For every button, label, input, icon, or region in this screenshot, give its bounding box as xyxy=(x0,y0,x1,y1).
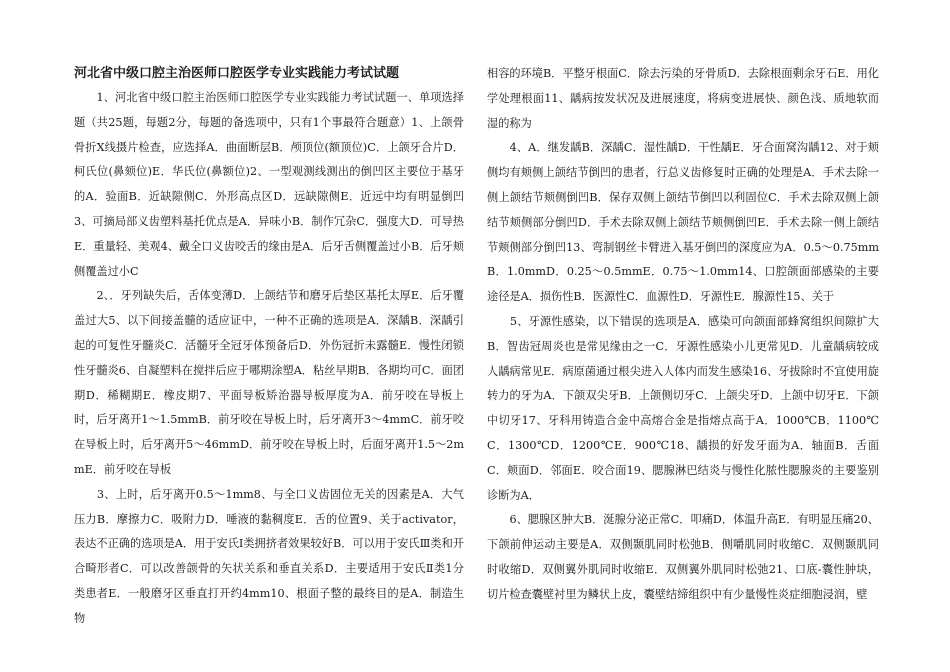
question-paragraph: 1、河北省中级口腔主治医师口腔医学专业实践能力考试试题一、单项选择题（共25题，每题2分，每题的备选项中，只有1个事最符合题意）1、上颌骨骨折X线摄片检查，应选择A．曲面断层B．颅顶位(额顶位)C．上颌牙合片D．柯氏位(鼻颏位)E．华氏位(鼻额位)2、一型观测线测出的倒凹区主要位于基牙的A．验面B．近缺隙侧C．外形高点区D．远缺隙侧E．近远中均有明显倒凹3、可摘局部义齿塑料基托优点是A．异味小B．制作冗杂C．强度大D．可导热E．重量轻、美观4、戴全口义齿咬舌的缘由是A．后牙舌侧覆盖过小B．后牙颊侧覆盖过小C xyxy=(74,91,464,278)
right-column xyxy=(487,62,879,608)
question-paragraph: 相容的环境B．平整牙根面C．除去污染的牙骨质D．去除根面剩余牙石E．用化学处理根面11、龋病按发状况及进展速度，将病变进展快、颜色浅、质地软而湿的称为 xyxy=(487,67,879,130)
left-column xyxy=(74,62,464,632)
question-paragraph: 5、牙源性感染，以下错误的选项是A．感染可向颌面部蜂窝组织间隙扩大B．智齿冠周炎也是常见缘由之一C．牙源性感染小儿更常见D．儿童龋病较成人龋病常见E．病原菌通过根尖进入人体内而发生感染16、牙拔除时不宜使用旋转力的牙为A．下颌双尖牙B．上颌侧切牙C．上颌尖牙D．上颌中切牙E．下颌中切牙17、牙科用铸造合金中高熔合金是指熔点高于A．1000℃B．1100℃C．1300℃D．1200℃E．900℃18、龋损的好发牙面为A．轴面B．舌面C．颊面D．邻面E．咬合面19、腮腺淋巴结炎与慢性化脓性腮腺炎的主要鉴别诊断为A． xyxy=(487,314,879,502)
question-paragraph: 3、上时，后牙离开0.5～1mm8、与全口义齿固位无关的因素是A．大气压力B．摩擦力C．吸附力D．唾液的黏稠度E．舌的位置9、关于activator，表达不正确的选项是A．用于安氏Ⅰ类拥挤者效果较好B．可以用于安氏Ⅲ类和开合畸形者C．可以改善颌骨的矢状关系和垂直关系D．主要适用于安氏Ⅱ类1分类患者E．一般磨牙区垂直打开约4mm10、根面子整的最终目的是A．制造生物 xyxy=(74,487,464,625)
question-paragraph: 4、A．继发龋B．深龋C．湿性龋D．干性龋E．牙合面窝沟龋12、对于颊侧均有颊侧上颌结节倒凹的患者，行总义齿修复时正确的处理是A．手术去除一侧上颌结节颊侧倒凹B．保存双侧上颌结节倒凹以利固位C．手术去除双侧上颌结节颊侧部分倒凹D．手术去除双侧上颌结节颊侧倒凹E．手术去除一侧上颌结节颊侧部分倒凹13、弯制钢丝卡臂进入基牙倒凹的深度应为A．0.5～0.75mmB．1.0mmD．0.25～0.5mmE．0.75～1.0mm14、口腔颌面部感染的主要途径是A．损伤性B．医源性C．血源性D．牙源性E．腺源性15、关于 xyxy=(487,141,879,304)
question-paragraph: 6、腮腺区肿大B．涎腺分泌正常C．叩痛D．体温升高E．有明显压痛20、下颌前伸运动主要是A．双侧颞肌同时松弛B．侧嚼肌同时收缩C．双侧颞肌同时收缩D．双侧翼外肌同时收缩E．双侧翼外肌同时松弛21、口底-囊性肿块，切片检查囊壁衬里为鳞状上皮，囊壁结缔组织中有少量慢性炎症细胞浸润，壁 xyxy=(487,513,879,601)
document-title: 河北省中级口腔主治医师口腔医学专业实践能力考试试题 xyxy=(74,66,400,81)
question-paragraph: 2、．牙列缺失后，舌体变薄D．上颌结节和磨牙后垫区基托太厚E．后牙覆盖过大5、以下间接盖髓的适应证中，一种不正确的选项是A．深龋B．深龋引起的可复性牙髓炎C．活髓牙全冠牙体预备后D．外伤冠折未露髓E．慢性闭锁性牙髓炎6、自凝塑料在搅拌后应于哪期涂塑A．粘丝早期B．各期均可C．面团期D．稀糊期E．橡皮期7、平面导板矫治器导板厚度为A．前牙咬在导板上时，后牙离开1～1.5mmB．前牙咬在导板上时，后牙离开3～4mmC．前牙咬在导板上时，后牙离开5～46mmD．前牙咬在导板上时，后面牙离开1.5～2mmE．前牙咬在导板 xyxy=(74,289,464,476)
